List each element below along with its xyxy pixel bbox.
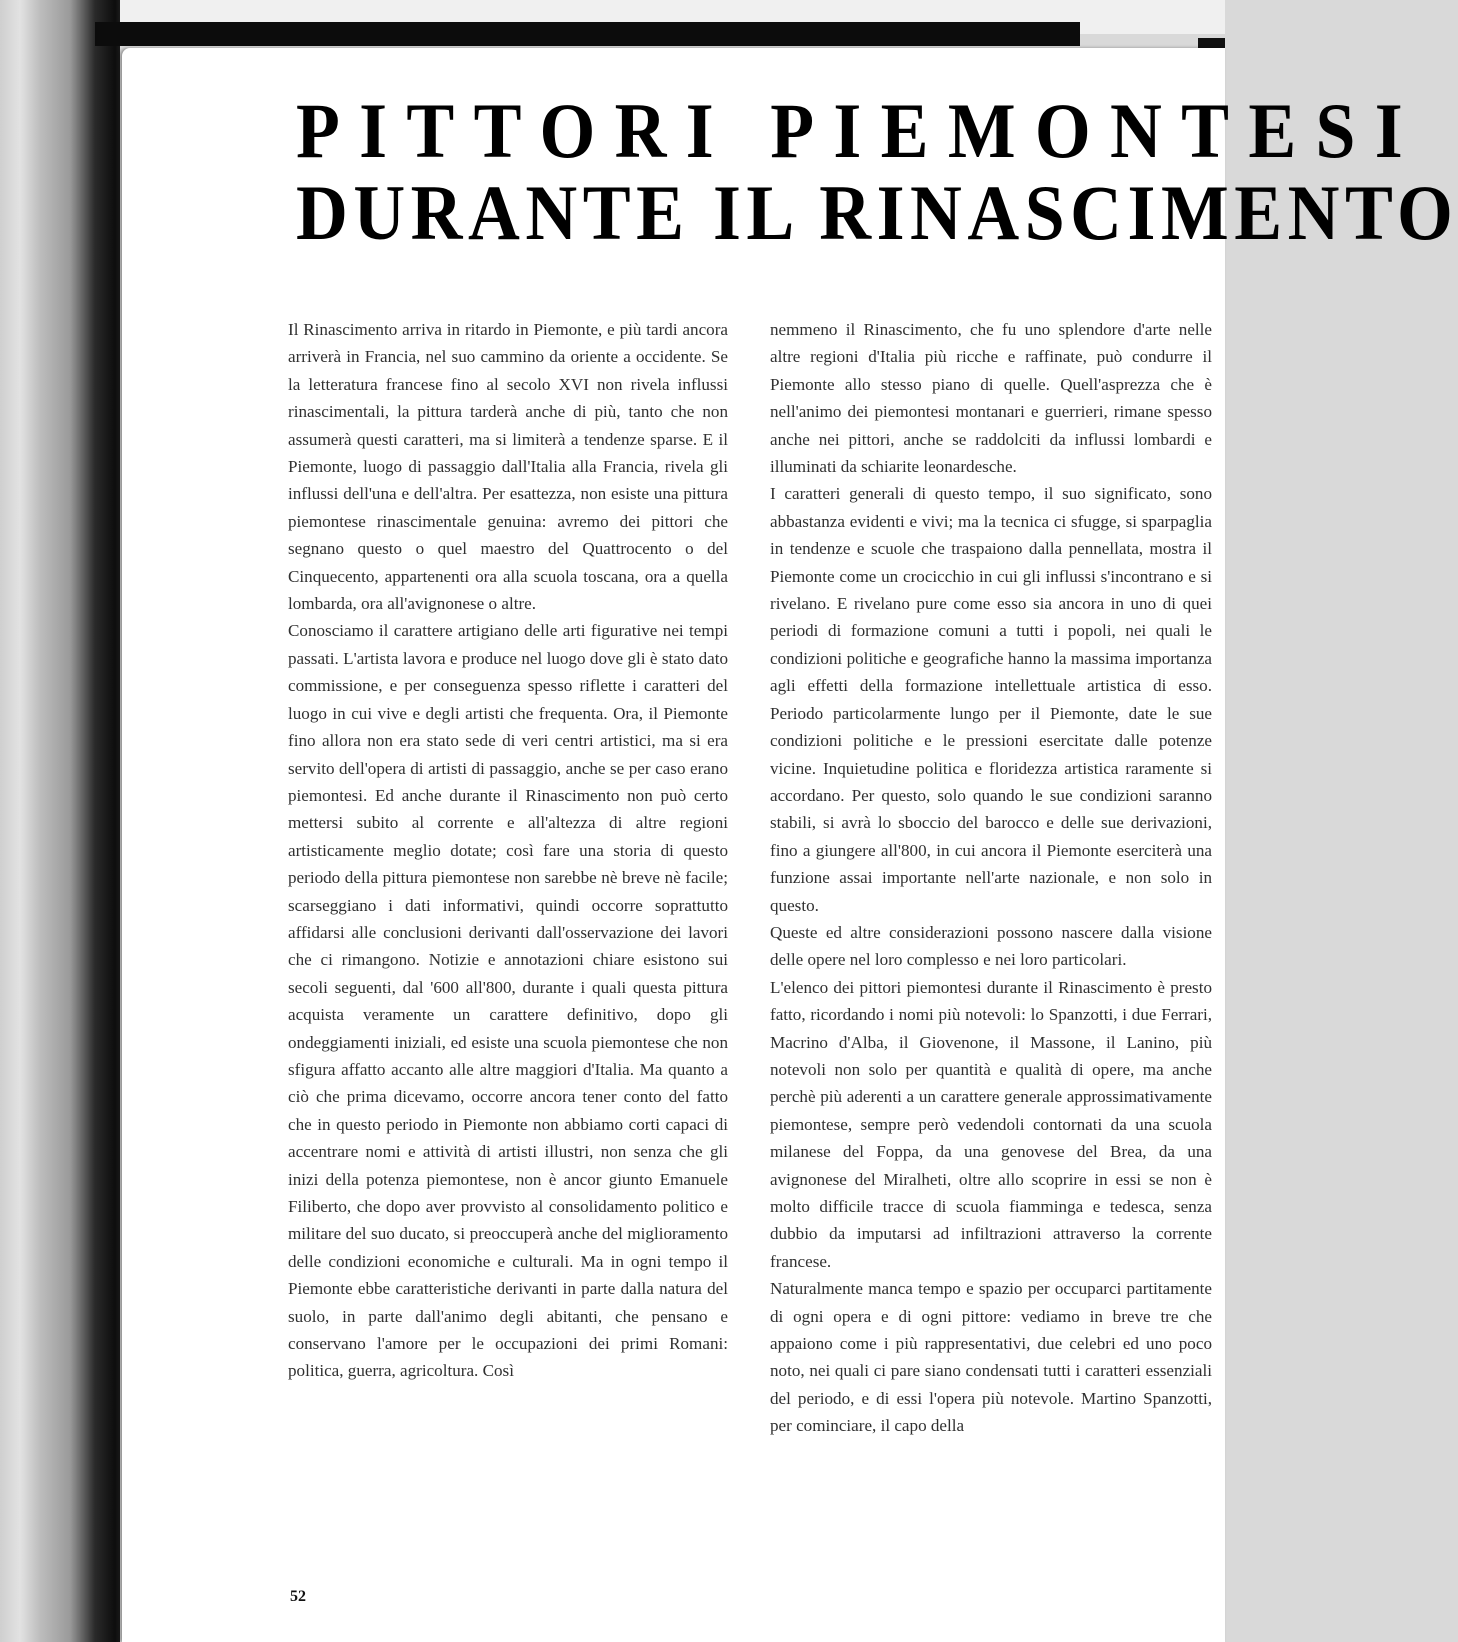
paragraph: Naturalmente manca tempo e spazio per occuparci partitamente di ogni opera e di ogni pittore: vediamo in breve tre che appaiono come i più rappresentativi, due celebri ed uno poco noto, nei quali ci pare siano condensati tutti i caratteri essenziali del periodo, e di essi l'opera più notevole. Martino Spanzotti, per cominciare, il capo della	[770, 1279, 1212, 1436]
text-column-right	[770, 316, 1212, 1440]
decorative-top-rule	[95, 22, 1080, 46]
paragraph: I caratteri generali di questo tempo, il suo significato, sono abbastanza evidenti e vivi; ma la tecnica ci sfugge, si sparpaglia in tendenze e scuole che traspaiono dalla pennellata, mostra il Piemonte come un crocicchio in cui gli influssi s'incontrano e si rivelano. E rivelano pure come esso sia ancora in uno di quei periodi di formazione comuni a tutti i popoli, nei quali le condizioni politiche e geografiche hanno la massima importanza agli effetti della formazione intellettuale artistica di esso. Periodo particolarmente lungo per il Piemonte, date le sue condizioni politiche e le pressioni esercitate dalle potenze vicine. Inquietudine politica e floridezza artistica raramente si accordano. Per questo, solo quando le sue condizioni saranno stabili, si avrà lo sboccio del barocco e delle sue derivazioni, fino a giungere all'800, in cui ancora il Piemonte eserciterà una funzione assai importante nell'arte nazionale, e non solo in questo.	[770, 484, 1212, 915]
paragraph: L'elenco dei pittori piemontesi durante il Rinascimento è presto fatto, ricordando i nomi più notevoli: lo Spanzotti, i due Ferrari, Macrino d'Alba, il Giovenone, il Massone, il Lanino, più notevoli non solo per quantità e qualità di opere, ma anche perchè più aderenti a un carattere generale approssimativamente piemontese, sempre però vedendoli contornati da una scuola milanese del Foppa, da una genovese del Brea, da una avignonese del Miralheti, oltre allo scoprire in essi se non è molto difficile tracce di scuola fiamminga e tedesca, senza dubbio da imputarsi ad infiltrazioni attraverso la corrente francese.	[770, 977, 1212, 1271]
paragraph: Conosciamo il carattere artigiano delle arti figurative nei tempi passati. L'artista lavora e produce nel luogo dove gli è stato dato commissione, e per conseguenza spesso riflette i caratteri del luogo in cui vive e degli artisti che frequenta. Ora, il Piemonte fino allora non era stato sede di veri centri artistici, ma si era servito dell'opera di artisti di passaggio, anche se per caso erano piemontesi. Ed anche durante il Rinascimento non può certo mettersi subito al corrente e all'altezza di altre regioni artisticamente meglio dotate; così fare una storia di questo periodo della pittura piemontese non sarebbe nè breve nè facile; scarseggiano i dati informativi, quindi occorre soprattutto affidarsi alle conclusioni derivanti dall'osservazione dei lavori che ci rimangono. Notizie e annotazioni chiare esistono sui secoli seguenti, dal '600 all'800, durante i quali questa pittura acquista veramente un carattere definitivo, dopo gli ondeggiamenti iniziali, ed esiste una scuola piemontese che non sfigura affatto accanto alle altre maggiori d'Italia. Ma quanto a ciò che prima dicevamo, occorre ancora tener conto del fatto che in questo periodo in Piemonte non abbiamo corti capaci di accentrare nomi e attività di artisti illustri, non senza che gli inizi della potenza piemontese, non è ancor giunto Emanuele Filiberto, che dopo aver provvisto al consolidamento politico e militare del suo ducato, si preoccuperà anche del miglioramento delle condizioni economiche e culturali. Ma in ogni tempo il Piemonte ebbe caratteristiche derivanti in parte dalla natura del suolo, in parte dall'animo degli abitanti, che pensano e conservano l'amore per le occupazioni dei primi Romani: politica, guerra, agricoltura. Così	[288, 621, 728, 1381]
text-column-left	[288, 316, 728, 1385]
page-number: 52	[290, 1588, 306, 1605]
paragraph: Queste ed altre considerazioni possono nascere dalla visione delle opere nel loro complesso e nei loro particolari.	[770, 922, 1212, 970]
title-line-1: PITTORI PIEMONTESI	[296, 87, 1423, 174]
scan-left-edge	[0, 0, 120, 1642]
title-line-2: DURANTE IL RINASCIMENTO	[296, 169, 1458, 256]
paragraph: nemmeno il Rinascimento, che fu uno splendore d'arte nelle altre regioni d'Italia più ricche e raffinate, può condurre il Piemonte allo stesso piano di quelle. Quell'asprezza che è nell'animo dei piemontesi montanari e guerrieri, rimane spesso anche nei pittori, anche se raddolciti da influssi lombardi e illuminati da schiarite leonardesche.	[770, 320, 1212, 477]
paragraph: Il Rinascimento arriva in ritardo in Piemonte, e più tardi ancora arriverà in Francia, nel suo cammino da oriente a occidente. Se la letteratura francese fino al secolo XVI non rivela influssi rinascimentali, la pittura tarderà anche di più, tanto che non assumerà questi caratteri, ma si limiterà a tendenze sparse. E il Piemonte, luogo di passaggio dall'Italia alla Francia, rivela gli influssi dell'una e dell'altra. Per esattezza, non esiste una pittura piemontese rinascimentale genuina: avremo dei pittori che segnano questo o quel maestro del Quattrocento o del Cinquecento, appartenenti ora alla scuola toscana, ora a quella lombarda, ora all'avignonese o altre.	[288, 320, 728, 614]
